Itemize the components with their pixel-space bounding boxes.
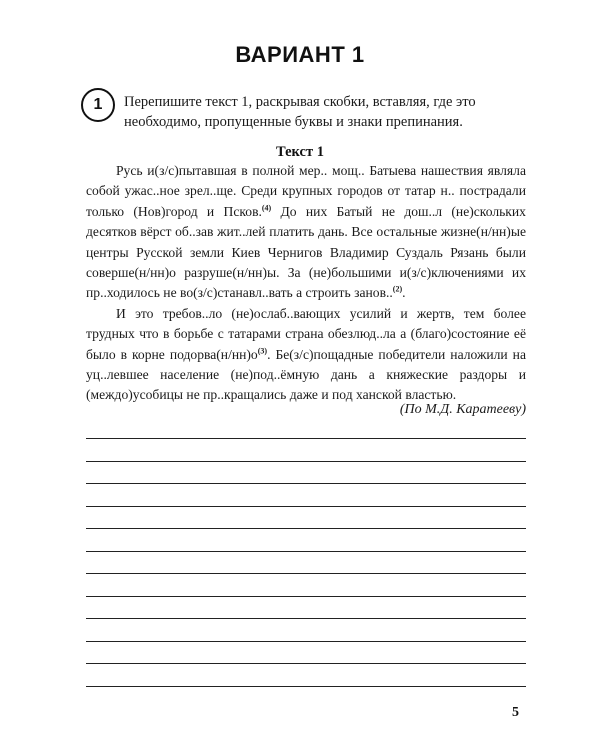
footnote-marker: (3) bbox=[257, 346, 268, 356]
passage bbox=[86, 161, 526, 406]
writing-line bbox=[86, 641, 526, 642]
footnote-marker: (2) bbox=[392, 284, 403, 294]
page-title: ВАРИАНТ 1 bbox=[235, 42, 365, 67]
task-instruction: Перепишите текст 1, раскрывая скобки, вставляя, где это необходимо, пропущенные буквы и знаки препинания. bbox=[124, 94, 476, 130]
writing-line bbox=[86, 506, 526, 507]
writing-line bbox=[86, 528, 526, 529]
writing-line bbox=[86, 438, 526, 439]
writing-line bbox=[86, 551, 526, 552]
passage-text: До них Батый не дош..л (не)скольких десятков вёрст об..зав жит..лей платить дань. Все остальные жизне(н/нн)ые центры Русской земли Киев Чернигов Владимир Суздаль Рязань были соверше(н/нн)о разруше(н/нн)ы. За (не)большими и(з/с)ключениями их пр..ходилось не во(з/с)станавл..вать а строить занов.. bbox=[86, 203, 526, 301]
writing-line bbox=[86, 573, 526, 574]
writing-line bbox=[86, 618, 526, 619]
author-attribution: (По М.Д. Каратееву) bbox=[399, 402, 526, 417]
passage-paragraph-1 bbox=[86, 161, 526, 304]
passage-text: . Бе(з/с)пощадные победители наложили на уц..левшее население (не)под..ёмную дань а княжеские раздоры и (междо)усобицы не пр..кращались даже и под ханской властью. bbox=[86, 346, 526, 403]
text-title: Текст 1 bbox=[276, 144, 324, 160]
footnote-marker: (4) bbox=[261, 203, 272, 213]
writing-line bbox=[86, 461, 526, 462]
task-number: 1 bbox=[93, 96, 103, 113]
task-number-badge bbox=[81, 88, 115, 122]
page-number: 5 bbox=[512, 705, 519, 720]
writing-line bbox=[86, 483, 526, 484]
passage-text: . bbox=[402, 285, 406, 301]
passage-text: Русь и(з/с)пытавшая в полной мер.. мощ.. Батыева нашествия являла собой ужас..ное зрел..ще. Среди крупных городов от татар н.. пострадали только (Нов)город и Псков. bbox=[86, 163, 526, 219]
passage-paragraph-2 bbox=[86, 304, 526, 406]
writing-line bbox=[86, 663, 526, 664]
writing-line bbox=[86, 596, 526, 597]
passage-text: И это требов..ло (не)ослаб..вающих усилий и жертв, тем более трудных что в борьбе с татарами страна обезлюд..ла а (благо)состояние её было в корне подорва(н/нн)о bbox=[86, 305, 526, 362]
writing-line bbox=[86, 686, 526, 687]
